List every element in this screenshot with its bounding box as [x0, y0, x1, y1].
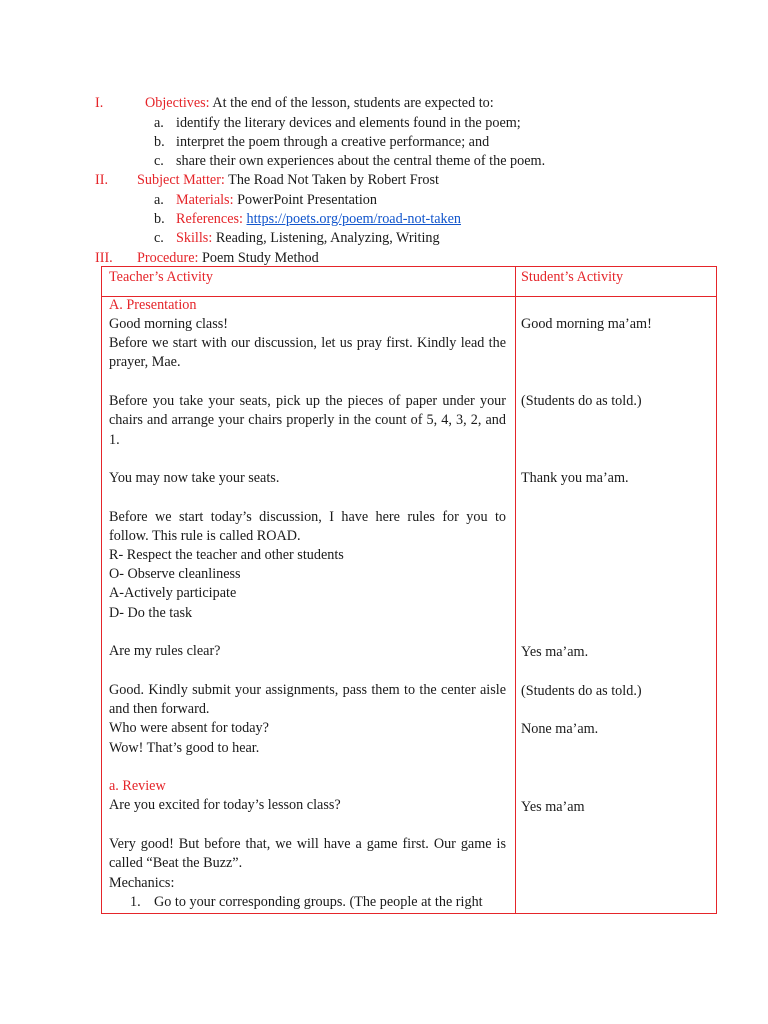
activity-table [101, 266, 717, 914]
teacher-rules-intro: Before we start today’s discussion, I have here rules for you to follow. This rule is called ROAD. [109, 509, 506, 545]
materials-line [176, 191, 377, 210]
student-greeting: Good morning ma’am! [521, 316, 652, 332]
teacher-excited-question: Are you excited for today’s lesson class? [109, 797, 341, 813]
objective-c-letter: c. [154, 153, 164, 169]
objective-b-text: interpret the poem through a creative performance; and [176, 134, 490, 150]
objectives-line [145, 94, 494, 113]
skills-line [176, 229, 440, 248]
objective-a-letter: a. [154, 115, 164, 131]
section-number-ii: II. [95, 172, 108, 188]
section-number-iii: III. [95, 250, 113, 266]
objective-b-letter: b. [154, 134, 165, 150]
student-do-as-told-2: (Students do as told.) [521, 683, 642, 699]
student-do-as-told-1: (Students do as told.) [521, 393, 642, 409]
mechanics-item-1-text: Go to your corresponding groups. (The people at the right [154, 894, 483, 910]
mechanics-item-1-number: 1. [130, 894, 141, 910]
rule-o: O- Observe cleanliness [109, 566, 241, 582]
procedure-text: Poem Study Method [198, 250, 319, 266]
teacher-game-intro: Very good! But before that, we will have a game first. Our game is called “Beat the Buzz”. [109, 836, 506, 872]
rule-a: A-Actively participate [109, 585, 237, 601]
skills-value: Reading, Listening, Analyzing, Writing [212, 230, 440, 246]
mechanics-label: Mechanics: [109, 875, 175, 891]
materials-letter: a. [154, 192, 164, 208]
teacher-absent-question: Who were absent for today? [109, 720, 269, 736]
objectives-label: Objectives: [145, 95, 210, 111]
references-label: References: [176, 211, 243, 227]
teacher-rules-question: Are my rules clear? [109, 643, 221, 659]
subject-matter-line [137, 171, 439, 190]
subject-matter-label: Subject Matter: [137, 172, 225, 188]
references-line [176, 210, 461, 229]
skills-letter: c. [154, 230, 164, 246]
rule-d: D- Do the task [109, 605, 193, 621]
references-link[interactable]: https://poets.org/poem/road-not-taken [246, 211, 461, 227]
procedure-label: Procedure: [137, 250, 199, 266]
presentation-heading: A. Presentation [109, 297, 197, 313]
header-student-activity: Student’s Activity [521, 269, 624, 285]
section-number-i: I. [95, 95, 104, 111]
student-yes-2: Yes ma’am [521, 799, 585, 815]
review-heading: a. Review [109, 778, 166, 794]
teacher-take-seats: You may now take your seats. [109, 470, 280, 486]
subject-matter-text: The Road Not Taken by Robert Frost [224, 172, 439, 188]
objective-c-text: share their own experiences about the central theme of the poem. [176, 153, 546, 169]
teacher-assignments: Good. Kindly submit your assignments, pass them to the center aisle and then forward. [109, 682, 506, 718]
materials-label: Materials: [176, 192, 234, 208]
teacher-good-to-hear: Wow! That’s good to hear. [109, 740, 260, 756]
teacher-arrange-chairs: Before you take your seats, pick up the pieces of paper under your chairs and arrange your chairs properly in the count of 5, 4, 3, 2, and 1. [109, 393, 506, 448]
teacher-prayer: Before we start with our discussion, let us pray first. Kindly lead the prayer, Mae. [109, 335, 506, 371]
objectives-text: At the end of the lesson, students are expected to: [209, 95, 494, 111]
student-thank-you: Thank you ma’am. [521, 470, 629, 486]
materials-value: PowerPoint Presentation [233, 192, 377, 208]
header-teacher-activity: Teacher’s Activity [109, 269, 213, 285]
references-letter: b. [154, 211, 165, 227]
student-none: None ma’am. [521, 721, 599, 737]
student-yes-1: Yes ma’am. [521, 644, 589, 660]
teacher-greeting: Good morning class! [109, 316, 229, 332]
rule-r: R- Respect the teacher and other students [109, 547, 344, 563]
table-column-divider [515, 267, 516, 913]
skills-label: Skills: [176, 230, 213, 246]
objective-a-text: identify the literary devices and elements found in the poem; [176, 115, 521, 131]
